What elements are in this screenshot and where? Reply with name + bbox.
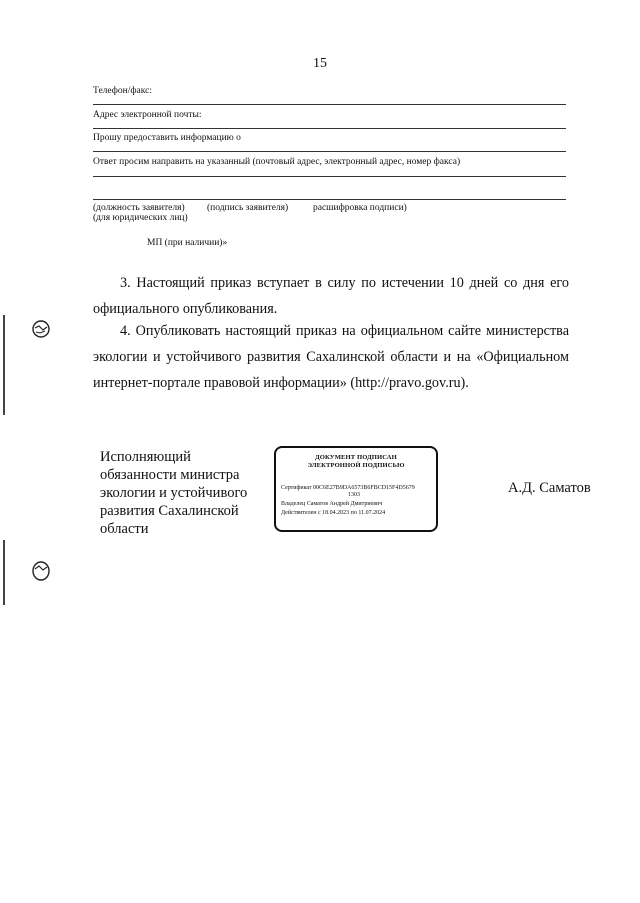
stamp-owner: Владелец Саматов Андрей Дмитриевич (281, 501, 383, 507)
signatory-title-line: экологии и устойчивого (100, 485, 248, 501)
scan-edge-mark (3, 315, 5, 415)
legal-entities-label: (для юридических лиц) (93, 213, 188, 223)
stamp-certificate-cont: 1303 (348, 492, 360, 498)
paragraph-4 (93, 318, 569, 396)
seal-label: МП (при наличии)» (147, 238, 228, 248)
signatory-title-line: развития Сахалинской (100, 503, 239, 519)
stamp-header (276, 454, 436, 470)
signature-label: (подпись заявителя) (207, 203, 289, 213)
position-label: (должность заявителя) (93, 203, 185, 213)
signatory-title-line: Исполняющий (100, 449, 191, 465)
paragraph-3 (93, 270, 569, 322)
form-rule (93, 128, 566, 129)
electronic-signature-stamp (274, 446, 438, 532)
stamp-header-line: ЭЛЕКТРОННОЙ ПОДПИСЬЮ (307, 462, 405, 469)
form-rule (93, 151, 566, 152)
hole-punch-mark-icon (31, 560, 51, 582)
phone-fax-label: Телефон/факс: (93, 86, 152, 96)
paragraph-3-text: 3. Настоящий приказ вступает в силу по истечении 10 дней со дня его официального опубликования. (93, 275, 569, 317)
reply-label: Ответ просим направить на указанный (почтовый адрес, электронный адрес, номер факса) (93, 157, 461, 167)
stamp-validity: Действителен с 18.04.2023 по 11.07.2024 (281, 510, 386, 516)
hole-punch-mark-icon (30, 318, 52, 340)
request-label: Прошу предоставить информацию о (93, 133, 241, 143)
form-rule (93, 176, 566, 177)
form-rule (93, 199, 566, 200)
page-number: 15 (313, 56, 327, 71)
signatory-title-line: обязанности министра (100, 467, 240, 483)
email-label: Адрес электронной почты: (93, 110, 202, 120)
signatory-name: А.Д. Саматов (508, 480, 591, 496)
scan-edge-mark (3, 540, 5, 605)
stamp-certificate: Сертификат 00C6E27B9DA6573B6FBCD15F4D5679 (281, 485, 415, 491)
decoding-label: расшифровка подписи) (313, 203, 407, 213)
form-rule (93, 104, 566, 105)
signatory-title (100, 448, 270, 538)
stamp-header-line: ДОКУМЕНТ ПОДПИСАН (315, 454, 397, 461)
paragraph-4-text: 4. Опубликовать настоящий приказ на официальном сайте министерства экологии и устойчивого развития Сахалинской области и на «Официальном интернет-портале правовой информации» (http://pravo.gov.ru). (93, 323, 569, 391)
signatory-title-line: области (100, 521, 149, 537)
